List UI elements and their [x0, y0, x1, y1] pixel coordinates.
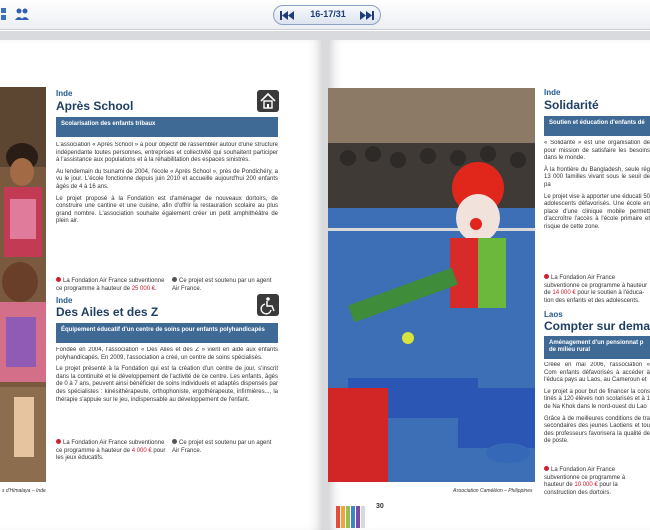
paragraph: À la frontière du Bangladesh, seule rég 13 000 familles vivant sous le seuil de pa: [544, 166, 650, 188]
section-body: [56, 347, 278, 432]
paragraph: Au lendemain du tsunami de 2004, l'école « Après School », près de Pondichéry, a vu le jour. L'école fonctionne depuis juin 2010 et accueille aujourd'hui 200 enfants âgés de 4 à 16 ans.: [56, 168, 278, 190]
house-icon: [257, 90, 279, 112]
agent-note: [172, 439, 272, 455]
funding-purpose: pour le soutien à l'éduca-tion des enfants et des adolescents.: [544, 290, 645, 304]
photo-caption: Association Caméléon – Philippines: [453, 488, 533, 494]
wheelchair-icon: [257, 294, 279, 316]
section-title: Après School: [56, 99, 134, 113]
agent-text: Ce projet est soutenu par un agent Air France.: [172, 440, 272, 454]
section-subtitle-band: [544, 336, 650, 359]
funding-amount: 14 000 €: [552, 290, 576, 297]
funding-note: [544, 274, 650, 305]
color-strip: [361, 506, 365, 528]
funding-amount: 4 000 €: [131, 447, 152, 454]
photo-caption: s d'Himalaya – Inde: [2, 488, 46, 494]
color-strip: [351, 506, 355, 528]
paragraph: Le projet vise à apporter une éducati 50 adolescents défavorisés. Une école en place d'une clinique mobile permett d'accroître l'accès à l'école primaire et risque de cette zone.: [544, 193, 650, 230]
funding-text: La Fondation Air France subventionne ce programme à hauteur de: [56, 440, 165, 454]
paragraph: Grâce à de meilleures conditions de tra secondaires des jeunes Laotiens et tou des professeurs favorisera la qualité de de poste.: [544, 415, 650, 445]
color-strip: [356, 506, 360, 528]
agent-note: [172, 277, 272, 293]
paragraph: Fondée en 2004, l'association « Des Ailes et des Z » vient en aide aux enfants polyhandicapés. En 2009, l'association a créé, un centre de soins spécialisés.: [56, 347, 278, 361]
subtitle-line: Aménagement d'un pensionnat p: [549, 340, 644, 346]
section-subtitle-band: Équipement éducatif d'un centre de soins pour enfants polyhandicapés: [56, 323, 278, 343]
right-page: [328, 40, 650, 530]
funding-text: La Fondation Air France subventionne ce programme à hauteur de: [544, 467, 626, 489]
section-body: [544, 362, 650, 464]
red-bullet-icon: [56, 439, 61, 444]
funding-note: [56, 277, 166, 293]
funding-text: La Fondation Air France subventionne ce programme à hauteur de: [56, 278, 165, 292]
red-bullet-icon: [544, 466, 549, 471]
subtitle-line: de milieu rural: [549, 347, 591, 353]
section-title: Compter sur dema: [544, 319, 650, 333]
paragraph: « Solidarité » est une organisation de pour mission de satisfaire les besoins dans le monde.: [544, 140, 650, 162]
agent-text: Ce projet est soutenu par un agent Air France.: [172, 278, 272, 292]
color-strip: [341, 506, 345, 528]
section-country: Inde: [56, 89, 73, 98]
paragraph: Le projet a pour but de financer la cons tinés à 120 élèves non scolarisés et à 1 de Na Khok dans le nord-ouest du Lao: [544, 388, 650, 410]
page-navigator: [273, 5, 381, 25]
funding-amount: 10 000 €: [574, 482, 598, 489]
left-page: [0, 40, 323, 530]
paragraph: Le projet proposé à la Fondation est d'aménager de nouveaux dortoirs, de construire une cantine et une cuisine, afin d'offrir la restauration scolaire au plus grand nombre. L'association souhaite également créer un petit amphithéâtre de plein air.: [56, 195, 278, 225]
paragraph: Créée en mai 2006, l'association « Com enfants défavorisés à accéder à l'éduca pays au Laos, au Cameroun et: [544, 362, 650, 384]
funding-purpose: pour la construction des dortoirs.: [544, 482, 618, 496]
section-title: Solidarité: [544, 98, 599, 112]
last-page-icon[interactable]: [360, 10, 374, 21]
section-country: Laos: [544, 310, 563, 319]
section-country: Inde: [544, 88, 561, 97]
gray-bullet-icon: [172, 277, 177, 282]
funding-note: [56, 439, 166, 463]
gray-bullet-icon: [172, 439, 177, 444]
photo-clowns-philippines: [328, 88, 535, 482]
paragraph: L'association « Après School » a pour objectif de rassembler autour d'une structure indépendante toutes personnes, entreprises et collectivité qui souhaitent participer à l'assistance aux populations et à la réhabilitation des espaces sinistrés.: [56, 142, 278, 164]
page-number: 30: [376, 503, 384, 510]
paragraph: Le projet présenté à la Fondation qui est la création d'un centre de jour, s'inscrit dans la continuité et le développement de l'activité de ce centre. Les enfants, âgés de 0 à 7 ans, peuvent ainsi bénéficier de soins individuels et adaptés dispensés par des spécialistes : kinésithérapeute, orthophoniste, ergothérapeute, infirmières..., la thérapie s'appuie sur le jeu, indispensable au développement de l'enfant.: [56, 366, 278, 403]
funding-text: La Fondation Air France subventionne ce programme à hauteur de: [544, 275, 648, 297]
section-title: Des Ailes et des Z: [56, 305, 159, 319]
section-subtitle-band: Soutien et éducation d'enfants dé: [544, 116, 650, 136]
red-bullet-icon: [56, 277, 61, 282]
red-bullet-icon: [544, 274, 549, 279]
color-strip: [336, 506, 340, 528]
color-strip: [346, 506, 350, 528]
funding-note: [544, 466, 644, 497]
viewer-toolbar: [0, 0, 650, 30]
first-page-icon[interactable]: [280, 10, 294, 21]
page-indicator: 16-17/31: [310, 9, 346, 19]
funding-amount: 25 000 €.: [131, 285, 157, 292]
section-country: Inde: [56, 296, 73, 305]
photo-children-india: [0, 87, 46, 482]
section-body: [56, 142, 278, 268]
section-subtitle-band: Scolarisation des enfants tribaux: [56, 117, 278, 137]
book-viewer: [0, 31, 650, 530]
funding-purpose: pour les jeux éducatifs.: [56, 447, 166, 462]
people-icon[interactable]: [14, 6, 30, 22]
section-body: [544, 140, 650, 270]
